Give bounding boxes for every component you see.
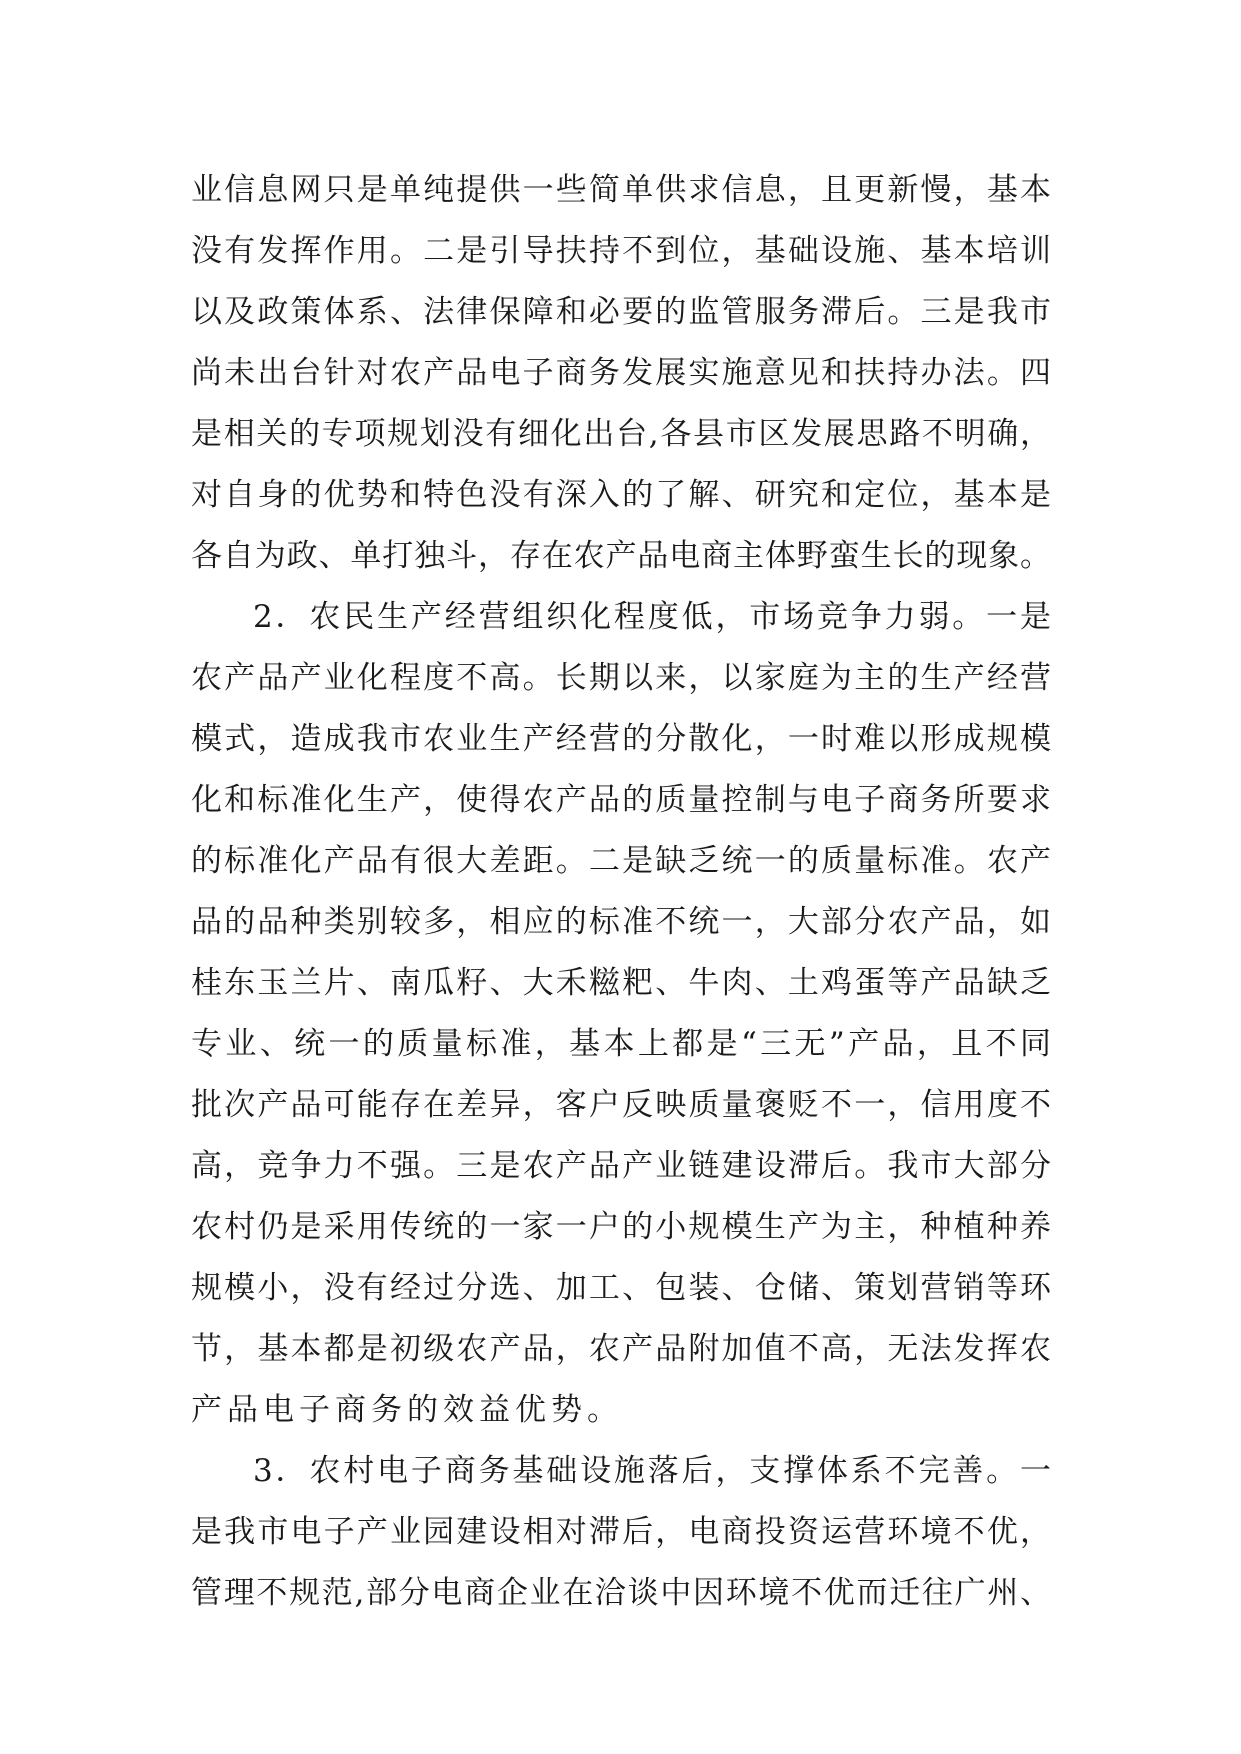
text-line: 管理不规范,部分电商企业在洽谈中因环境不优而迁往广州、 <box>191 1575 1051 1611</box>
text-line: 批次产品可能存在差异，客户反映质量褒贬不一，信用度不 <box>191 1087 1051 1123</box>
text-line: 规模小，没有经过分选、加工、包装、仓储、策划营销等环 <box>191 1270 1051 1306</box>
text-line: 农产品产业化程度不高。长期以来，以家庭为主的生产经营 <box>191 660 1051 696</box>
text-line: 没有发挥作用。二是引导扶持不到位，基础设施、基本培训 <box>191 233 1051 269</box>
document-body <box>191 160 1051 1624</box>
text-line: 的标准化产品有很大差距。二是缺乏统一的质量标准。农产 <box>191 843 1051 879</box>
text-line: 以及政策体系、法律保障和必要的监管服务滞后。三是我市 <box>191 294 1051 330</box>
text-line: 专业、统一的质量标准，基本上都是“三无”产品，且不同 <box>191 1026 1051 1062</box>
text-line: 各自为政、单打独斗，存在农产品电商主体野蛮生长的现象。 <box>191 538 1051 574</box>
text-line: 农村仍是采用传统的一家一户的小规模生产为主，种植种养 <box>191 1209 1051 1245</box>
text-line: 品的品种类别较多，相应的标准不统一，大部分农产品，如 <box>191 904 1051 940</box>
text-line: 高，竞争力不强。三是农产品产业链建设滞后。我市大部分 <box>191 1148 1051 1184</box>
text-line: 业信息网只是单纯提供一些简单供求信息，且更新慢，基本 <box>191 172 1051 208</box>
text-line: 是我市电子产业园建设相对滞后，电商投资运营环境不优， <box>191 1514 1051 1550</box>
text-line: 化和标准化生产，使得农产品的质量控制与电子商务所要求 <box>191 782 1051 818</box>
paragraph-start-line: 3．农村电子商务基础设施落后，支撑体系不完善。一 <box>253 1453 1051 1489</box>
text-line: 是相关的专项规划没有细化出台,各县市区发展思路不明确， <box>191 416 1051 452</box>
text-line: 尚未出台针对农产品电子商务发展实施意见和扶持办法。四 <box>191 355 1051 391</box>
text-line: 对自身的优势和特色没有深入的了解、研究和定位，基本是 <box>191 477 1051 513</box>
text-line: 桂东玉兰片、南瓜籽、大禾糍粑、牛肉、土鸡蛋等产品缺乏 <box>191 965 1051 1001</box>
paragraph-end-line: 产品电子商务的效益优势。 <box>191 1392 623 1428</box>
text-line: 模式，造成我市农业生产经营的分散化，一时难以形成规模 <box>191 721 1051 757</box>
text-line: 节，基本都是初级农产品，农产品附加值不高，无法发挥农 <box>191 1331 1051 1367</box>
paragraph-start-line: 2．农民生产经营组织化程度低，市场竞争力弱。一是 <box>253 599 1051 635</box>
